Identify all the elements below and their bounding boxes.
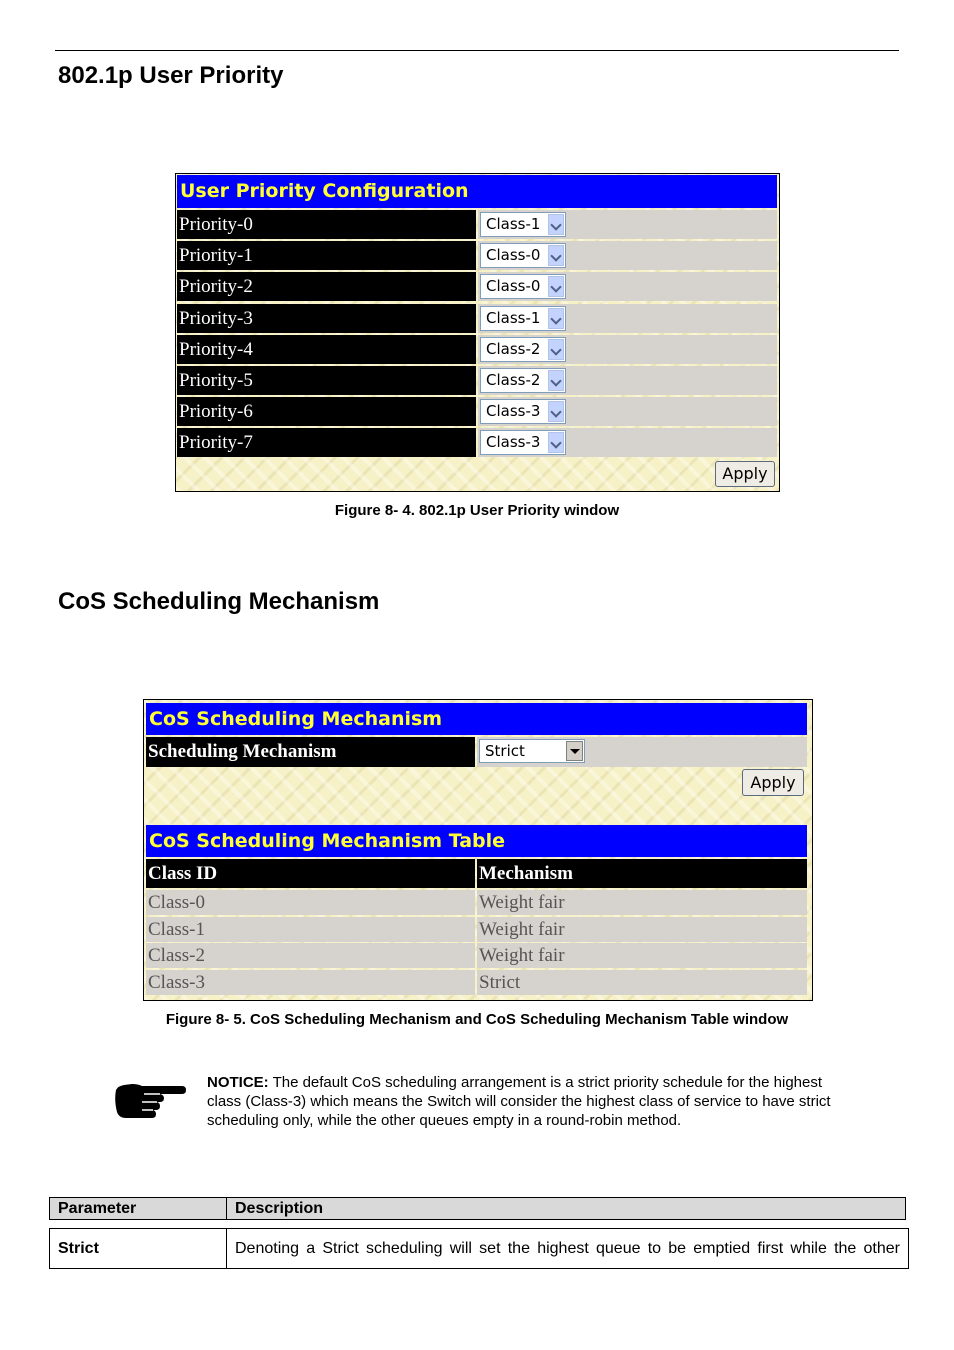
priority-value-cell xyxy=(478,397,777,426)
dropdown-arrow-icon xyxy=(548,370,564,391)
param-header-description: Description xyxy=(226,1197,906,1220)
priority-label: Priority-0 xyxy=(177,210,476,239)
figure-caption-8-5: Figure 8- 5. CoS Scheduling Mechanism and CoS Scheduling Mechanism Table window xyxy=(165,1011,789,1028)
param-cell-strict: Strict xyxy=(49,1228,227,1269)
class-id-cell: Class-0 xyxy=(146,890,475,915)
dropdown-arrow-icon xyxy=(548,276,564,297)
priority-class-value: Class-3 xyxy=(486,433,541,452)
priority-class-select[interactable] xyxy=(480,368,566,393)
dropdown-arrow-icon xyxy=(548,432,564,453)
header-rule xyxy=(55,50,899,51)
priority-class-value: Class-0 xyxy=(486,277,541,296)
priority-value-cell xyxy=(478,304,777,333)
priority-value-cell xyxy=(478,335,777,364)
mechanism-cell: Weight fair xyxy=(477,917,807,942)
cos-title-bar: CoS Scheduling Mechanism xyxy=(146,703,807,735)
class-id-cell: Class-3 xyxy=(146,970,475,995)
dropdown-arrow-icon xyxy=(548,401,564,422)
dropdown-arrow-icon xyxy=(548,245,564,266)
scheduling-mechanism-value-cell xyxy=(477,737,807,767)
priority-value-cell xyxy=(478,428,777,457)
priority-class-value: Class-1 xyxy=(486,215,541,233)
notice-text xyxy=(207,1073,847,1130)
priority-label: Priority-6 xyxy=(177,397,476,426)
priority-label: Priority-1 xyxy=(177,241,476,270)
user-priority-apply-button[interactable]: Apply xyxy=(715,461,775,487)
class-id-cell: Class-1 xyxy=(146,917,475,942)
priority-label: Priority-3 xyxy=(177,304,476,333)
user-priority-title-bar: User Priority Configuration xyxy=(177,175,777,208)
scheduling-mechanism-select[interactable] xyxy=(479,739,585,763)
priority-class-select[interactable] xyxy=(480,212,566,237)
section-title-user-priority: 802.1p User Priority xyxy=(58,62,284,89)
class-id-cell: Class-2 xyxy=(146,943,475,968)
figure-caption-8-4: Figure 8- 4. 802.1p User Priority window xyxy=(334,502,620,519)
notice-label: NOTICE: xyxy=(207,1074,269,1091)
scheduling-mechanism-select-value: Strict xyxy=(485,742,525,760)
scheduling-mechanism-label: Scheduling Mechanism xyxy=(146,737,475,767)
section-title-cos: CoS Scheduling Mechanism xyxy=(58,588,380,615)
priority-label: Priority-4 xyxy=(177,335,476,364)
cos-apply-button[interactable]: Apply xyxy=(742,769,804,796)
notice-body: The default CoS scheduling arrangement is a strict priority schedule for the highest class (Class-3) which means the Switch will consider the highest class of service to have strict scheduling only, while the other queues empty in a round-robin method. xyxy=(207,1074,831,1129)
priority-class-value: Class-2 xyxy=(486,371,541,389)
priority-class-select[interactable] xyxy=(480,430,566,455)
priority-label: Priority-7 xyxy=(177,428,476,457)
priority-value-cell xyxy=(478,210,777,239)
priority-class-select[interactable] xyxy=(480,337,566,362)
dropdown-arrow-icon xyxy=(566,741,583,761)
param-header-parameter: Parameter xyxy=(49,1197,227,1220)
dropdown-arrow-icon xyxy=(548,339,564,360)
param-cell-description: Denoting a Strict scheduling will set the highest queue to be emptied first while the other xyxy=(226,1228,909,1269)
priority-value-cell xyxy=(478,272,777,301)
pointing-hand-icon xyxy=(112,1080,186,1122)
mechanism-cell: Strict xyxy=(477,970,807,995)
mechanism-cell: Weight fair xyxy=(477,943,807,968)
priority-class-value: Class-0 xyxy=(486,246,541,265)
priority-class-value: Class-2 xyxy=(486,339,541,358)
cos-scheduling-window xyxy=(143,699,813,1001)
priority-label: Priority-2 xyxy=(177,272,476,301)
priority-label: Priority-5 xyxy=(177,366,476,395)
dropdown-arrow-icon xyxy=(548,308,564,329)
mechanism-cell: Weight fair xyxy=(477,890,807,915)
priority-value-cell xyxy=(478,366,777,395)
priority-class-value: Class-1 xyxy=(486,308,541,327)
priority-class-select[interactable] xyxy=(480,399,566,424)
col-header-class-id: Class ID xyxy=(146,859,475,888)
priority-class-select[interactable] xyxy=(480,306,566,331)
dropdown-arrow-icon xyxy=(548,214,564,235)
priority-class-select[interactable] xyxy=(480,243,566,268)
priority-class-value: Class-3 xyxy=(486,402,541,421)
cos-table-title-bar: CoS Scheduling Mechanism Table xyxy=(146,825,807,857)
col-header-mechanism: Mechanism xyxy=(477,859,807,888)
user-priority-window xyxy=(175,173,780,492)
priority-class-select[interactable] xyxy=(480,274,566,299)
priority-value-cell xyxy=(478,241,777,270)
